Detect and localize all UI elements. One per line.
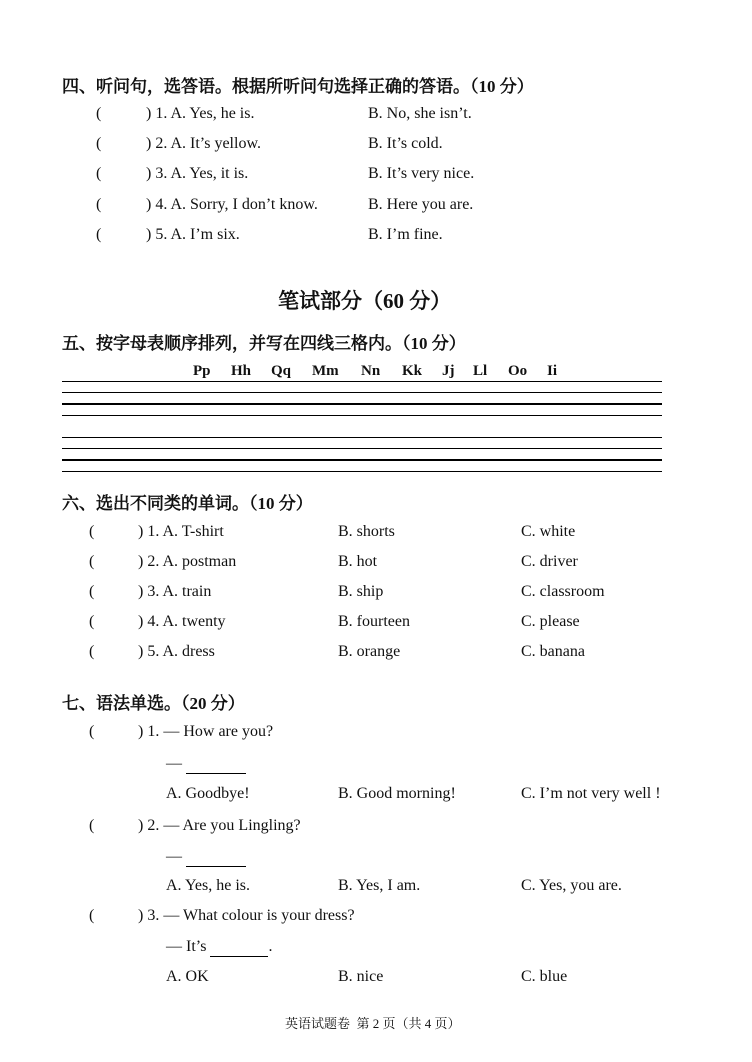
question-option-a: ) 4. A. twenty xyxy=(138,613,226,630)
answer-blank[interactable] xyxy=(210,938,268,957)
paren-open: ( xyxy=(96,135,102,152)
paren-open: ( xyxy=(96,226,102,243)
letter: Mm xyxy=(312,363,339,379)
paren-open: ( xyxy=(96,165,102,182)
question-option-a: ) 5. A. I’m six. xyxy=(146,226,240,243)
question-prompt: ) 1. — How are you? xyxy=(138,723,274,740)
paren-open: ( xyxy=(89,817,95,834)
section-5-heading: 五、按字母表顺序排列，并写在四线三格内。（10 分） xyxy=(62,334,466,353)
answer-line xyxy=(166,938,272,957)
paren-open: ( xyxy=(89,523,95,540)
question-option-b: B. It’s very nice. xyxy=(368,165,475,182)
section-7-heading: 七、语法单选。（20 分） xyxy=(62,694,245,713)
question-option-a: ) 2. A. It’s yellow. xyxy=(146,135,261,152)
question-option-c: C. I’m not very well ! xyxy=(521,785,661,802)
question-option-c: C. driver xyxy=(521,553,578,570)
answer-line xyxy=(166,848,246,867)
question-option-b: B. shorts xyxy=(338,523,395,540)
question-option-a: ) 3. A. train xyxy=(138,583,212,600)
question-option-b: B. I’m fine. xyxy=(368,226,443,243)
question-option-b: B. Good morning! xyxy=(338,785,456,802)
question-option-b: B. It’s cold. xyxy=(368,135,443,152)
question-option-a: ) 2. A. postman xyxy=(138,553,237,570)
answer-dash: — xyxy=(166,755,182,772)
answer-dash: — xyxy=(166,848,182,865)
grid-line xyxy=(62,448,662,449)
question-option-c: C. Yes, you are. xyxy=(521,877,622,894)
grid-line xyxy=(62,381,662,382)
question-option-b: B. No, she isn’t. xyxy=(368,105,472,122)
question-option-a: A. OK xyxy=(166,968,209,985)
question-option-b: B. Yes, I am. xyxy=(338,877,421,894)
grid-line xyxy=(62,471,662,472)
question-option-b: B. hot xyxy=(338,553,378,570)
answer-blank[interactable] xyxy=(186,848,246,867)
question-option-a: ) 4. A. Sorry, I don’t know. xyxy=(146,196,318,213)
grid-line xyxy=(62,403,662,405)
letter: Oo xyxy=(508,363,528,379)
letter: Hh xyxy=(231,363,252,379)
grid-line xyxy=(62,415,662,416)
grid-line xyxy=(62,437,662,438)
question-option-c: C. please xyxy=(521,613,580,630)
paren-open: ( xyxy=(89,907,95,924)
question-prompt: ) 2. — Are you Lingling? xyxy=(138,817,301,834)
question-prompt: ) 3. — What colour is your dress? xyxy=(138,907,355,924)
answer-suffix: . xyxy=(268,938,273,955)
answer-prefix: — It’s xyxy=(166,938,207,955)
question-option-b: B. fourteen xyxy=(338,613,410,630)
letter: Nn xyxy=(361,363,381,379)
question-option-b: B. Here you are. xyxy=(368,196,474,213)
question-option-c: C. blue xyxy=(521,968,568,985)
question-option-a: ) 5. A. dress xyxy=(138,643,215,660)
letter: Pp xyxy=(193,363,211,379)
question-option-b: B. ship xyxy=(338,583,384,600)
grid-line xyxy=(62,459,662,461)
question-option-a: ) 1. A. Yes, he is. xyxy=(146,105,255,122)
question-option-c: C. white xyxy=(521,523,576,540)
letter: Ii xyxy=(547,363,558,379)
paren-open: ( xyxy=(89,583,95,600)
question-option-c: C. banana xyxy=(521,643,585,660)
answer-blank[interactable] xyxy=(186,755,246,774)
paren-open: ( xyxy=(96,196,102,213)
paren-open: ( xyxy=(89,613,95,630)
section-4-heading: 四、听问句，选答语。根据所听问句选择正确的答语。（10 分） xyxy=(62,77,534,96)
letter: Jj xyxy=(442,363,455,379)
grid-line xyxy=(62,392,662,393)
question-option-a: ) 1. A. T-shirt xyxy=(138,523,224,540)
written-part-title: 笔试部分（60 分） xyxy=(278,289,452,313)
letter: Qq xyxy=(271,363,292,379)
question-option-b: B. orange xyxy=(338,643,401,660)
paren-open: ( xyxy=(96,105,102,122)
question-option-a: ) 3. A. Yes, it is. xyxy=(146,165,249,182)
page-footer: 英语试题卷 第 2 页（共 4 页） xyxy=(285,1016,461,1031)
paren-open: ( xyxy=(89,643,95,660)
question-option-a: A. Yes, he is. xyxy=(166,877,251,894)
paren-open: ( xyxy=(89,553,95,570)
answer-line xyxy=(166,755,246,774)
paren-open: ( xyxy=(89,723,95,740)
letter: Ll xyxy=(473,363,488,379)
question-option-c: C. classroom xyxy=(521,583,605,600)
question-option-a: A. Goodbye! xyxy=(166,785,250,802)
section-6-heading: 六、选出不同类的单词。（10 分） xyxy=(62,494,313,513)
letter: Kk xyxy=(402,363,423,379)
question-option-b: B. nice xyxy=(338,968,384,985)
